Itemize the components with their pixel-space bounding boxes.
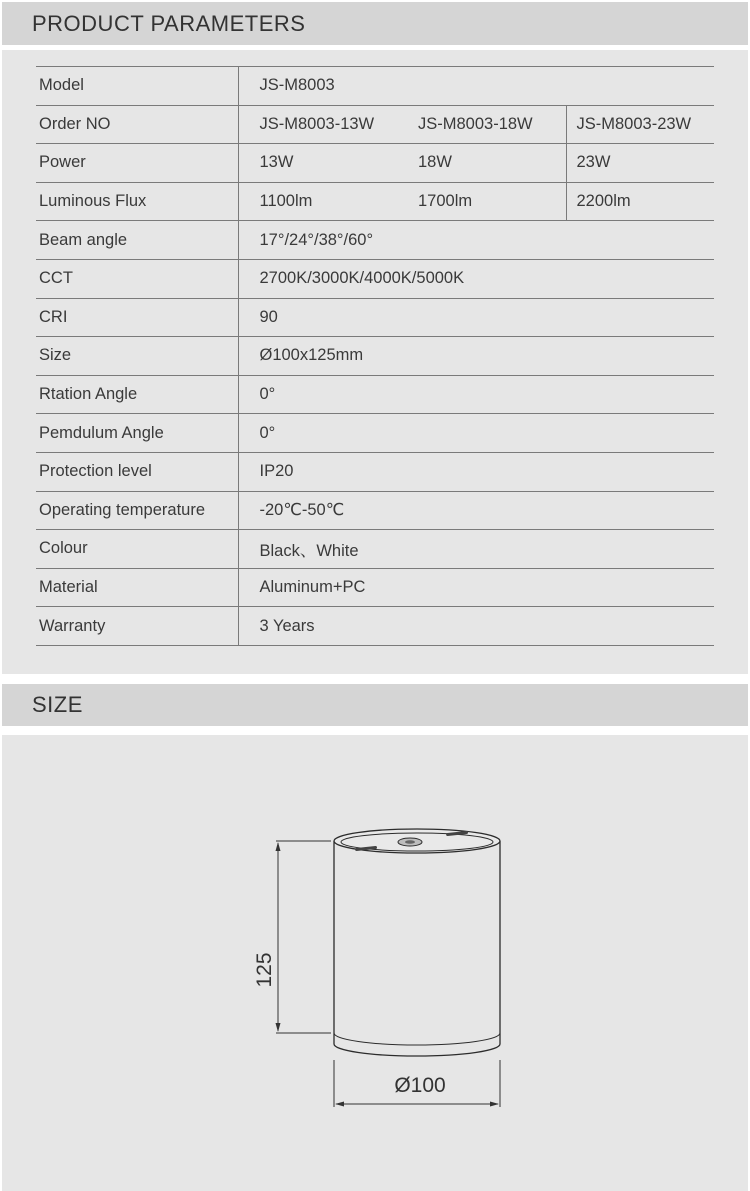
row-label: Operating temperature	[36, 491, 238, 530]
section-title: PRODUCT PARAMETERS	[32, 11, 306, 36]
row-label: CCT	[36, 259, 238, 298]
row-label: Luminous Flux	[36, 182, 238, 221]
row-label: Beam angle	[36, 221, 238, 260]
row-value: JS-M8003-23W	[566, 105, 714, 144]
row-value: 0°	[238, 414, 714, 453]
row-value: 1100lm	[238, 182, 408, 221]
row-label: Model	[36, 67, 238, 106]
row-value: Ø100x125mm	[238, 337, 714, 376]
center-screw-hole	[405, 840, 415, 844]
row-value: 0°	[238, 375, 714, 414]
row-value: JS-M8003	[238, 67, 714, 106]
row-value: 13W	[238, 144, 408, 183]
row-value: Aluminum+PC	[238, 568, 714, 607]
row-label: Pemdulum Angle	[36, 414, 238, 453]
row-label: Rtation Angle	[36, 375, 238, 414]
cylinder-body	[334, 841, 500, 1056]
row-value: 3 Years	[238, 607, 714, 646]
row-value: 2200lm	[566, 182, 714, 221]
arrow-icon	[490, 1102, 499, 1107]
arrow-icon	[276, 842, 281, 851]
row-value: -20℃-50℃	[238, 491, 714, 530]
row-value: 17°/24°/38°/60°	[238, 221, 714, 260]
row-label: Protection level	[36, 452, 238, 491]
row-value: Black、White	[238, 530, 714, 569]
row-value: 18W	[408, 144, 566, 183]
section-title: SIZE	[32, 692, 83, 717]
row-value: 2700K/3000K/4000K/5000K	[238, 259, 714, 298]
row-value: JS-M8003-18W	[408, 105, 566, 144]
row-label: CRI	[36, 298, 238, 337]
row-value: 23W	[566, 144, 714, 183]
cylinder-bottom-seam	[334, 1033, 500, 1045]
row-label: Colour	[36, 530, 238, 569]
row-label: Power	[36, 144, 238, 183]
row-label: Material	[36, 568, 238, 607]
arrow-icon	[335, 1102, 344, 1107]
row-label: Size	[36, 337, 238, 376]
row-label: Warranty	[36, 607, 238, 646]
arrow-icon	[276, 1023, 281, 1032]
row-value: 1700lm	[408, 182, 566, 221]
diameter-dimension-label: Ø100	[394, 1074, 446, 1097]
row-value: 90	[238, 298, 714, 337]
row-value: JS-M8003-13W	[238, 105, 408, 144]
row-label: Order NO	[36, 105, 238, 144]
row-value: IP20	[238, 452, 714, 491]
height-dimension-label: 125	[253, 952, 276, 988]
